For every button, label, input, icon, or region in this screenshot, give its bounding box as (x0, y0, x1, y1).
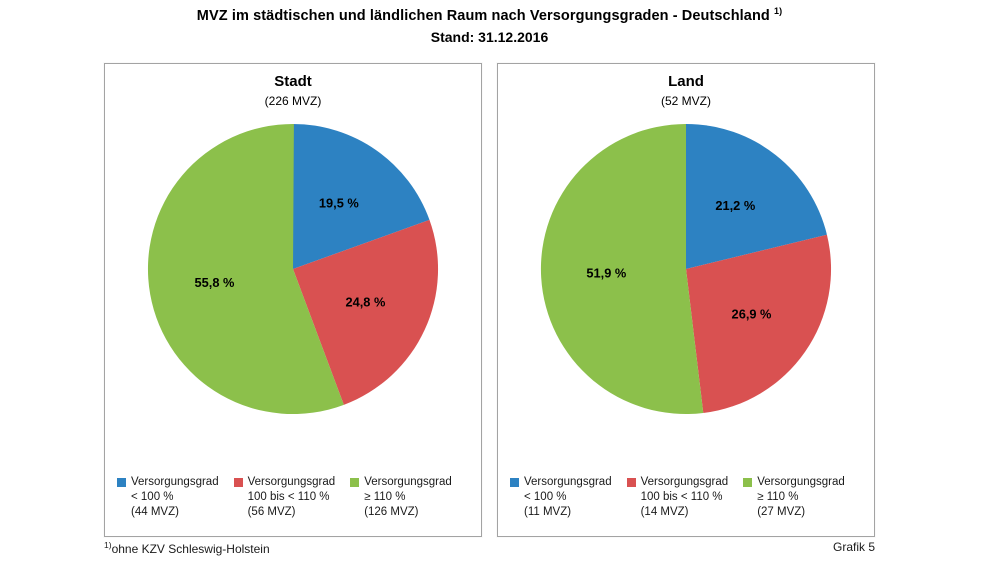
legend-item (510, 475, 612, 520)
page-header (104, 6, 875, 45)
pie-chart-land (538, 121, 834, 417)
legend-swatch-green (350, 478, 359, 487)
pie-chart-stadt (145, 121, 441, 417)
legend-line: 100 bis < 110 % (640, 491, 723, 503)
footnote-marker: 1) (104, 540, 112, 550)
legend-line: Versorgungsgrad (131, 476, 219, 488)
legend-swatch-green (743, 478, 752, 487)
legend-line: (44 MVZ) (131, 506, 179, 518)
legend-line: (14 MVZ) (640, 506, 689, 518)
legend-item (117, 475, 219, 520)
legend-line: < 100 % (524, 491, 567, 503)
panel-stadt-title: Stadt (274, 73, 312, 90)
legend-line: Versorgungsgrad (757, 476, 845, 488)
legend-stadt (105, 475, 481, 520)
legend-label (248, 475, 336, 520)
legend-label (131, 475, 219, 520)
legend-line: ≥ 110 % (364, 491, 406, 503)
legend-item (627, 475, 729, 520)
pie-slice-label: 19,5 % (318, 195, 359, 211)
legend-line: (126 MVZ) (364, 506, 419, 518)
pie-slice-label: 24,8 % (345, 294, 386, 310)
pie-slice-label: 26,9 % (731, 306, 772, 322)
legend-swatch-red (627, 478, 636, 487)
legend-line: (56 MVZ) (247, 506, 296, 518)
title-footnote-marker: 1) (774, 6, 783, 16)
legend-line: 100 bis < 110 % (247, 491, 330, 503)
legend-line: Versorgungsgrad (364, 476, 452, 488)
legend-line: (11 MVZ) (524, 506, 572, 518)
legend-label (524, 475, 612, 520)
legend-line: Versorgungsgrad (524, 476, 612, 488)
page-title-text: MVZ im städtischen und ländlichen Raum nach Versorgungsgraden - Deutschland (196, 7, 770, 24)
legend-swatch-red (234, 478, 243, 487)
legend-swatch-blue (117, 478, 126, 487)
legend-label (757, 475, 845, 520)
legend-land (498, 475, 874, 520)
legend-line: Versorgungsgrad (247, 476, 336, 488)
page-subtitle: Stand: 31.12.2016 (430, 28, 549, 45)
pie-slice-label: 51,9 % (586, 265, 627, 281)
legend-label (364, 475, 452, 520)
pie-slice-label: 55,8 % (194, 274, 235, 290)
legend-line: ≥ 110 % (757, 491, 799, 503)
legend-line: Versorgungsgrad (640, 476, 729, 488)
panel-land (497, 63, 875, 537)
legend-label (641, 475, 729, 520)
footnote-text: ohne KZV Schleswig-Holstein (111, 542, 270, 556)
legend-swatch-blue (510, 478, 519, 487)
page-footer (104, 540, 875, 556)
panel-land-subtitle: (52 MVZ) (660, 94, 711, 108)
legend-item (234, 475, 336, 520)
panel-stadt-subtitle: (226 MVZ) (264, 94, 322, 108)
legend-line: (27 MVZ) (757, 506, 806, 518)
legend-item (743, 475, 845, 520)
footnote (104, 540, 270, 556)
legend-line: < 100 % (131, 491, 174, 503)
page-title (104, 6, 875, 24)
pie-slice-label: 21,2 % (715, 198, 756, 214)
panel-stadt (104, 63, 482, 537)
panel-land-title: Land (668, 73, 704, 90)
legend-item (350, 475, 452, 520)
graphic-label: Grafik 5 (832, 540, 875, 554)
